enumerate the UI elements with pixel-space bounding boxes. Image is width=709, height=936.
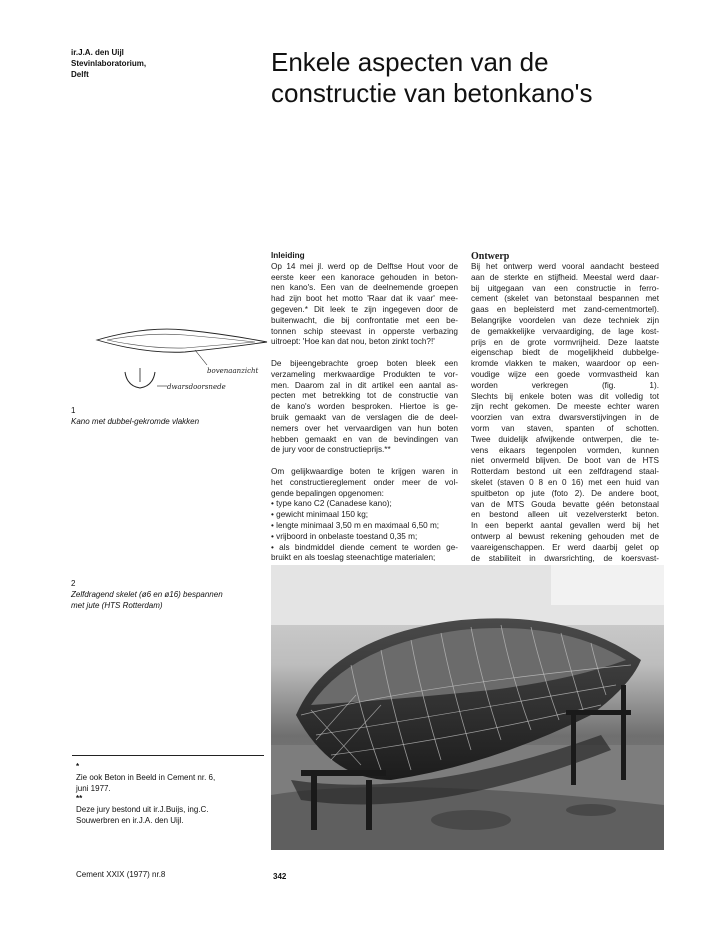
section-heading-ontwerp: Ontwerp bbox=[471, 251, 510, 262]
text-line: het constructiereglement onder meer de vol- bbox=[271, 477, 458, 487]
text-line: eerste keer een kanorace gehouden in beton- bbox=[271, 272, 458, 282]
author-line: Stevinlaboratorium, bbox=[71, 59, 147, 68]
list-item: • gewicht minimaal 150 kg; bbox=[271, 510, 369, 520]
text-line: de gemakkelijke vervaardiging, de lage kost- bbox=[471, 326, 659, 336]
text-line: spuitbeton op jute (foto 2). De andere boot, bbox=[471, 488, 659, 498]
footnotes bbox=[76, 762, 266, 827]
text-line: gaas en bepleisterd met zand-cementmortel). bbox=[471, 305, 659, 315]
text-line: tonnen schip steevast in opperste verbazing bbox=[271, 326, 458, 336]
list-item: • type kano C2 (Canadese kano); bbox=[271, 499, 392, 509]
text-line: vaareigenschappen. Er werd daarbij gelet op bbox=[471, 542, 659, 552]
text-line: en bestond alleen uit vezelversterkt beton. bbox=[471, 510, 659, 520]
footnote-marker: * bbox=[76, 762, 80, 771]
text-line: de stabiliteit in dwarsrichting, de koersvast- bbox=[471, 553, 659, 563]
text-line: vens eikaars tegenpolen vormden, kunnen bbox=[471, 445, 659, 455]
text-line: aan de sterkte en stijfheid. Meestal werd daar- bbox=[471, 272, 659, 282]
footnote-line: juni 1977. bbox=[76, 783, 111, 793]
caption-text: Kano met dubbel-gekromde vlakken bbox=[71, 417, 200, 426]
text-line: Bij het ontwerp werd vooral aandacht besteed bbox=[471, 262, 659, 271]
article-title bbox=[271, 47, 691, 109]
text-line: prijs en de grote vormvrijheid. Deze laatste bbox=[471, 337, 659, 347]
text-line: voudige wijze een goede vormvastheid kan bbox=[471, 369, 659, 379]
text-line: had zijn boot het motto 'Raar dat ik vaar' mee- bbox=[271, 294, 458, 304]
text-line: In een beperkt aantal gevallen werd bij het bbox=[471, 521, 659, 531]
text-line: vorm van staven, spanten of schotten. bbox=[471, 423, 659, 433]
list-item: • vrijboord in onbelaste toestand 0,35 m; bbox=[271, 531, 418, 541]
author-line: ir.J.A. den Uijl bbox=[71, 48, 124, 57]
footnote-line: Zie ook Beton in Beeld in Cement nr. 6, bbox=[76, 772, 216, 782]
text-line: niet onvermeld blijven. De boot van de HTS bbox=[471, 456, 659, 466]
title-line: constructie van betonkano's bbox=[271, 78, 593, 108]
title-line: Enkele aspecten van de bbox=[271, 47, 549, 77]
text-line: hebben gemaakt en van de bevindingen van bbox=[271, 434, 458, 444]
column-inleiding bbox=[271, 251, 458, 575]
footnote-divider bbox=[72, 755, 264, 756]
text-line: Op 14 mei jl. werd op de Delftse Hout voor de bbox=[271, 261, 458, 271]
caption-number: 1 bbox=[71, 406, 76, 415]
text-line: cement (skelet van betonstaal bespannen met bbox=[471, 294, 659, 304]
paragraph-3 bbox=[271, 467, 458, 499]
list-item: bruikt en als toeslag steenachtige materialen; bbox=[271, 553, 436, 563]
journal-reference: Cement XXIX (1977) nr.8 bbox=[76, 870, 166, 879]
footnote-line: Souwerbren en ir.J.A. den Uijl. bbox=[76, 815, 184, 825]
text-line: Twee duidelijk afwijkende ontwerpen, die te- bbox=[471, 434, 659, 444]
paragraph-ontwerp bbox=[471, 262, 659, 575]
text-line: verzameling merkwaardige Produkten te vor- bbox=[271, 369, 458, 379]
rules-list bbox=[271, 499, 458, 575]
column-ontwerp bbox=[471, 251, 659, 575]
author-line: Delft bbox=[71, 70, 89, 79]
text-line: gende bepalingen opgenomen: bbox=[271, 488, 384, 498]
canoe-sketch bbox=[95, 320, 270, 395]
sketch-label-section: dwarsdoorsnede bbox=[167, 383, 226, 391]
paragraph-2 bbox=[271, 359, 458, 456]
section-heading-inleiding: Inleiding bbox=[271, 251, 305, 260]
text-line: de kano's worden besproken. Hiertoe is ge- bbox=[271, 402, 458, 412]
canoe-skeleton-photo bbox=[271, 565, 664, 850]
text-line: buitenwacht, die bij confrontatie met een be- bbox=[271, 315, 458, 325]
text-line: Slechts bij enkele boten was dit volledig tot bbox=[471, 391, 659, 401]
text-line: nen kano's. Een van de deelnemende groepen bbox=[271, 283, 458, 293]
footnote-marker: ** bbox=[76, 794, 83, 804]
paragraph-1 bbox=[271, 262, 458, 348]
text-line: uitroept: 'Hoe kan dat nou, beton zinkt toch?!' bbox=[271, 337, 435, 347]
text-line: van de MTS Gouda bevatte géén betonstaal bbox=[471, 499, 659, 509]
text-line: bruik gemaakt van de verslagen die de deel- bbox=[271, 412, 458, 422]
caption-line: Zelfdragend skelet (ø6 en ø16) bespannen bbox=[71, 590, 223, 599]
text-line: bij uitgegaan van een constructie in ferro- bbox=[471, 283, 659, 293]
text-line: voorzien van extra dwarsverstijvingen in de bbox=[471, 413, 659, 423]
text-line: pecten met betrekking tot de constructie van bbox=[271, 391, 458, 401]
list-item: • als bindmiddel diende cement te worden ge- bbox=[271, 542, 458, 552]
footnote-line: Deze jury bestond uit ir.J.Buijs, ing.C. bbox=[76, 805, 209, 815]
figure-2-caption bbox=[71, 578, 261, 611]
text-line: men. Daarom zal in dit artikel een aantal as- bbox=[271, 380, 458, 390]
page-number: 342 bbox=[273, 872, 287, 881]
text-line: skelet (staven 0 8 en 0 16) met een huid van bbox=[471, 477, 659, 487]
text-line: Belangrijke voordelen van deze techniek zijn bbox=[471, 315, 659, 325]
text-line: De bijeengebrachte groep boten bleek een bbox=[271, 358, 458, 368]
text-line: gegeven.* Dit leek te zijn ingegeven door de bbox=[271, 304, 458, 314]
sketch-label-top: bovenaanzicht bbox=[207, 367, 259, 375]
text-line: eigenschap biedt de mogelijkheid dubbelge- bbox=[471, 348, 659, 358]
text-line: zijn recht gekomen. De meeste echter waren bbox=[471, 402, 659, 412]
text-line: worden verkregen (fig. 1). bbox=[471, 380, 659, 390]
text-line: Om gelijkwaardige boten te krijgen waren in bbox=[271, 466, 458, 476]
text-line: de jury voor de constructieprijs.** bbox=[271, 445, 391, 455]
text-line: Rotterdam bestond uit een zelfdragend staal- bbox=[471, 467, 659, 477]
caption-line: met jute (HTS Rotterdam) bbox=[71, 601, 163, 610]
text-line: ontwerp al bewust rekening gehouden met de bbox=[471, 531, 659, 541]
caption-number: 2 bbox=[71, 579, 76, 588]
list-item: • lengte minimaal 3,50 m en maximaal 6,50 m; bbox=[271, 520, 440, 530]
text-line: nemers over het vervaardigen van hun boten bbox=[271, 423, 458, 433]
author-block bbox=[71, 47, 251, 80]
figure-1-caption bbox=[71, 405, 261, 427]
text-line: kromde vlakken te maken, waardoor op een- bbox=[471, 359, 659, 369]
